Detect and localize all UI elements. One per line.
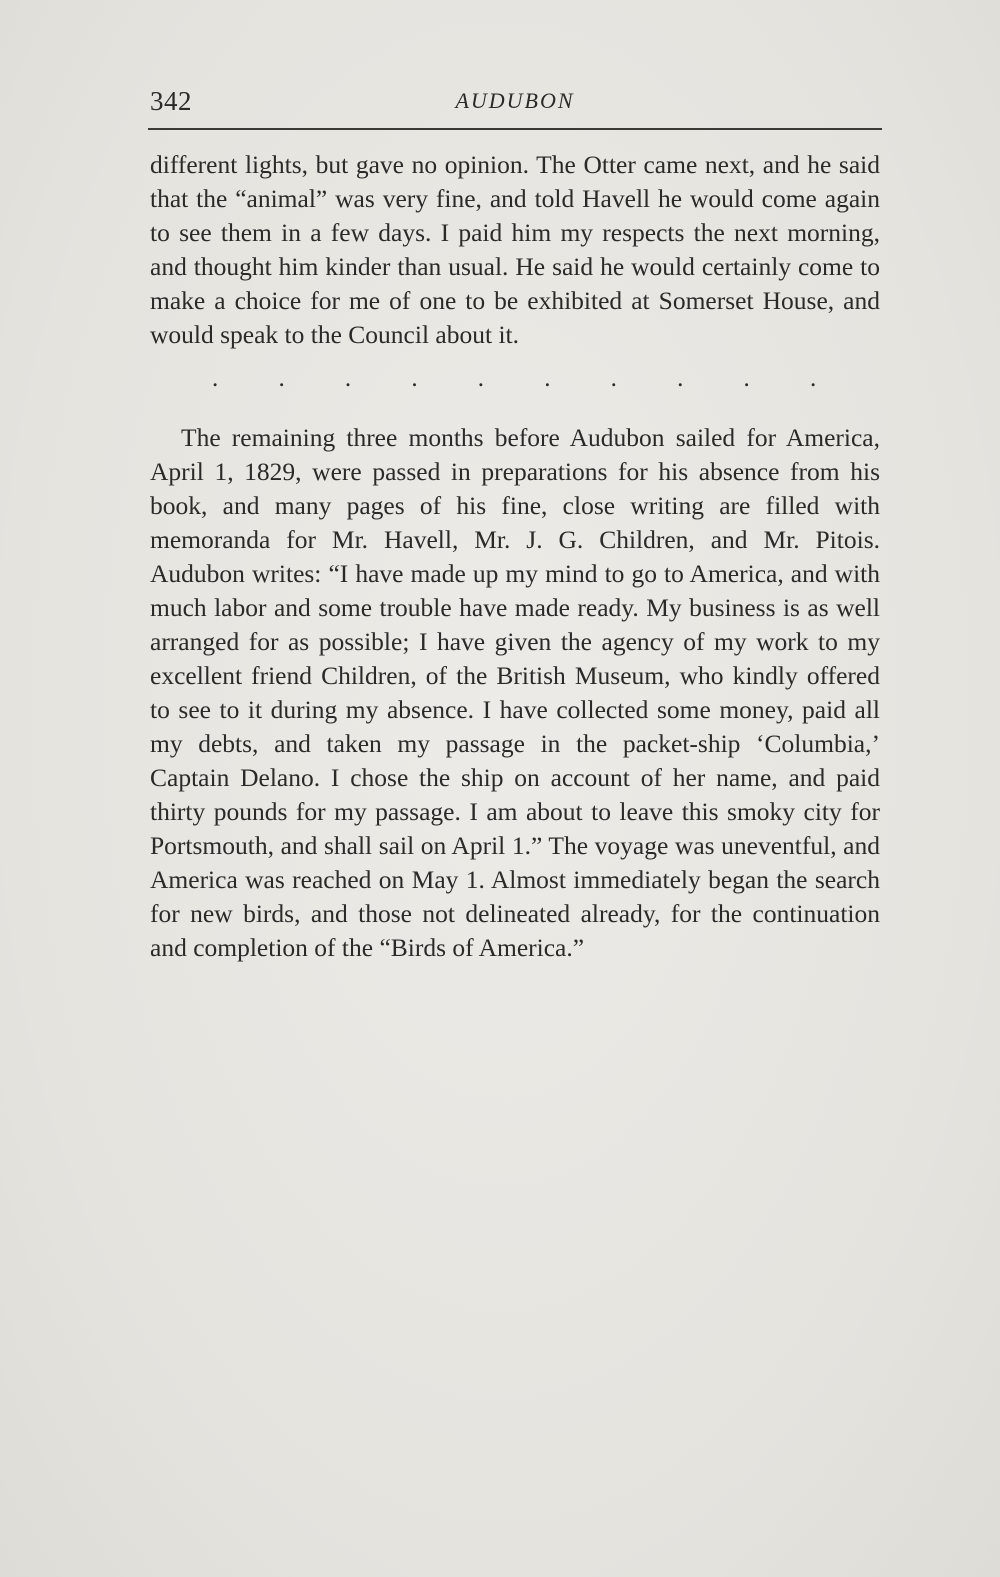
ellipsis-dot: .: [677, 365, 684, 392]
body-text: [150, 148, 880, 965]
ellipsis-dot: .: [610, 365, 617, 392]
ellipsis-dot: .: [278, 365, 285, 392]
ellipsis-dot: .: [809, 365, 817, 392]
header-rule: [148, 128, 882, 130]
paragraph-2: The remaining three months before Audubon sailed for America, April 1, 1829, were passed in preparations for his absence from his book, and many pages of his fine, close writing are filled with memoranda for Mr. Havell, Mr. J. G. Children, and Mr. Pitois. Audubon writes: “I have made up my mind to go to America, and with much labor and some trouble have made ready. My business is as well arranged for as possible; I have given the agency of my work to my excellent friend Children, of the British Museum, who kindly offered to see to it during my absence. I have collected some money, paid all my debts, and taken my passage in the packet-ship ‘Columbia,’ Captain Delano. I chose the ship on account of her name, and paid thirty pounds for my passage. I am about to leave this smoky city for Portsmouth, and shall sail on April 1.” The voyage was uneventful, and America was reached on May 1. Almost immediately began the search for new birds, and those not delineated already, for the continuation and completion of the “Birds of America.”: [150, 423, 880, 962]
paragraph-1: different lights, but gave no opinion. The Otter came next, and he said that the “animal” was very fine, and told Havell he would come again to see them in a few days. I paid him my respects the next morning, and thought him kinder than usual. He said he would certainly come to make a choice for me of one to be exhibited at Somerset House, and would speak to the Council about it.: [150, 150, 880, 349]
ellipsis-dot: .: [212, 365, 219, 392]
ellipsis-dot: .: [743, 365, 750, 392]
page-number: 342: [150, 86, 192, 116]
ellipsis-dot: .: [411, 365, 418, 392]
ellipsis-dot: .: [344, 365, 352, 392]
ellipsis-dot: .: [477, 365, 484, 392]
page-header: [150, 86, 880, 126]
ellipsis-row: [150, 362, 880, 396]
running-head: AUDUBON: [455, 88, 575, 113]
ellipsis-dot: .: [544, 365, 551, 392]
